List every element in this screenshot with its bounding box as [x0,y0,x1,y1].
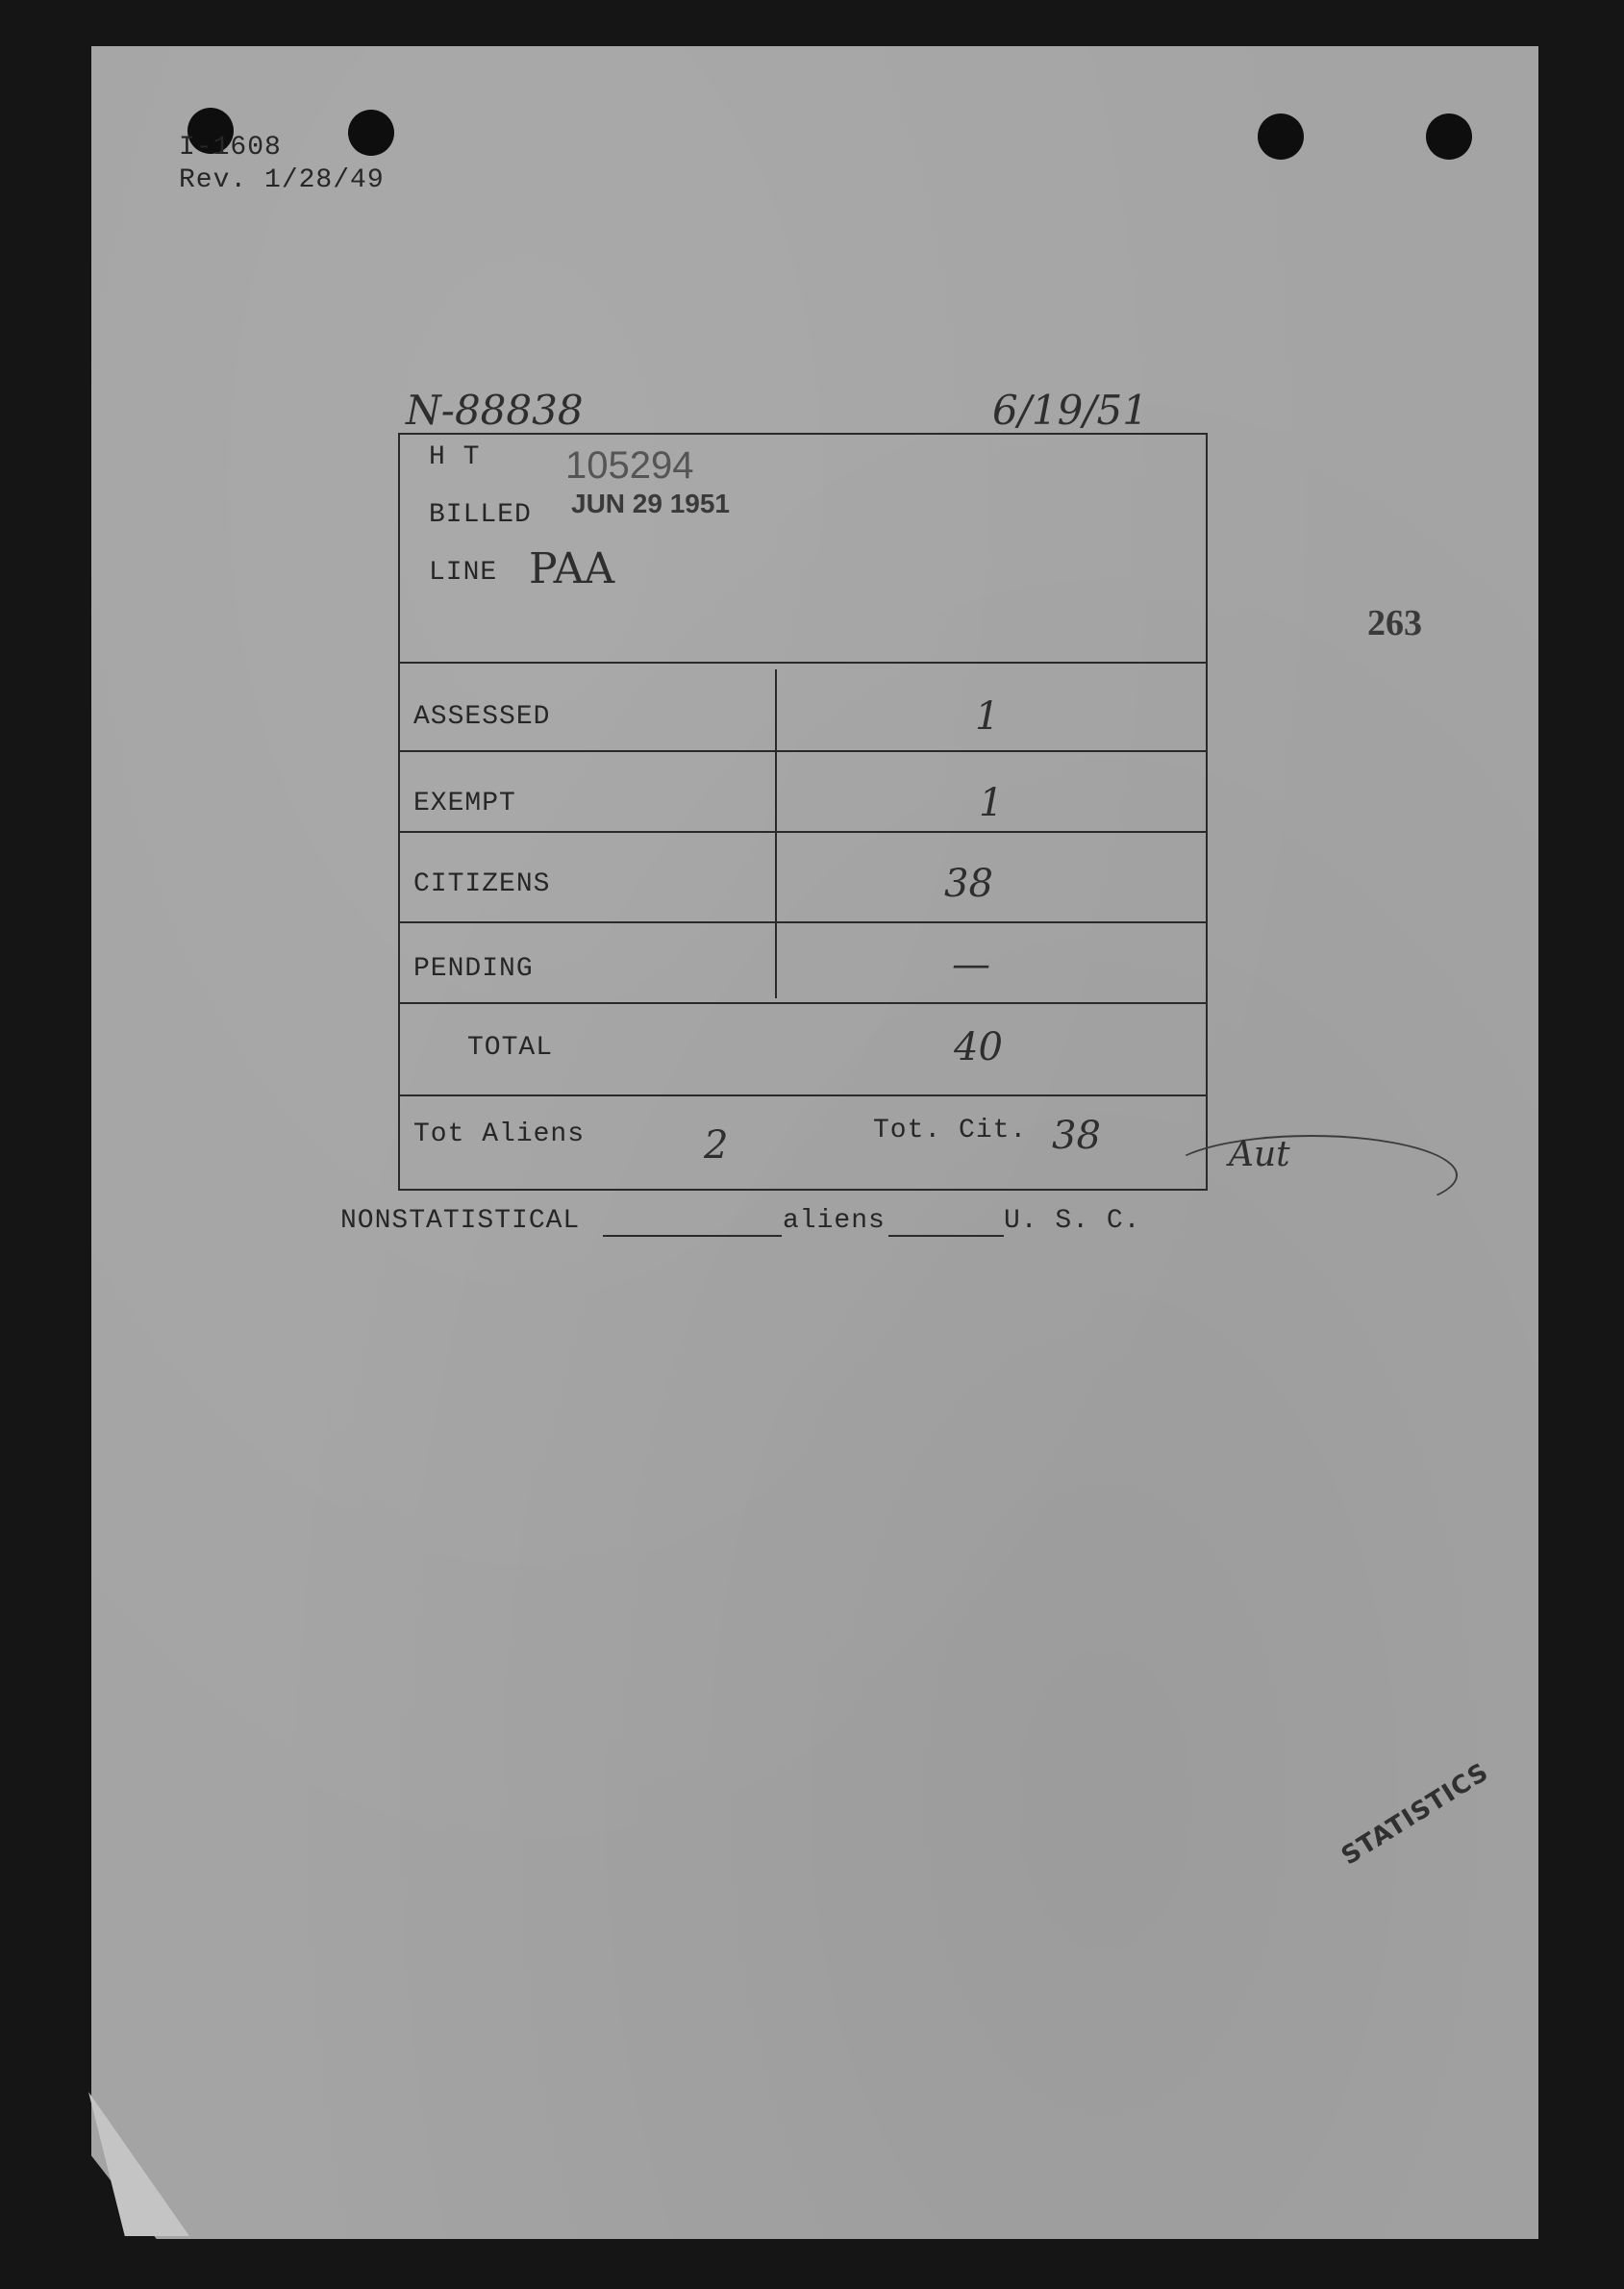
divider [400,1002,1206,1004]
initials-loop [1165,1135,1458,1216]
aliens-label: aliens [783,1206,886,1236]
punch-hole [348,110,394,156]
row-value: 1 [979,781,1004,825]
row-label: CITIZENS [413,869,551,899]
blank-line [888,1235,1004,1237]
punch-hole [1258,113,1304,160]
billed-date-stamp: JUN 29 1951 [571,489,731,518]
initials: Aut [1229,1135,1290,1174]
total-aliens-value: 2 [704,1123,729,1168]
total-citizens-value: 38 [1052,1114,1101,1158]
usc-label: U. S. C. [1004,1206,1141,1236]
line-value: PAA [529,544,615,593]
divider [400,1094,1206,1096]
ht-number: 105294 [565,444,694,487]
divider [400,831,1206,833]
blank-line [603,1235,782,1237]
billed-label: BILLED [429,500,532,530]
total-value: 40 [954,1025,1003,1069]
divider [400,750,1206,752]
row-label: EXEMPT [413,789,516,818]
ht-label: H T [429,442,481,472]
handwritten-date: 6/19/51 [992,387,1148,434]
total-label: TOTAL [467,1033,554,1063]
row-label: ASSESSED [413,702,551,732]
row-value: — [952,943,990,987]
total-aliens-label: Tot Aliens [413,1119,586,1149]
manifest-form [398,433,1208,1191]
divider [400,921,1206,923]
form-number: I-1608 [179,133,282,163]
divider [400,662,1206,664]
page-number: 263 [1367,603,1422,643]
column-divider [775,669,777,998]
line-label: LINE [429,558,498,588]
statistics-stamp: STATISTICS [1337,1757,1494,1872]
row-value: 38 [944,862,993,906]
nonstatistical-label: NONSTATISTICAL [340,1206,581,1236]
form-revision: Rev. 1/28/49 [179,165,385,195]
total-citizens-label: Tot. Cit. [873,1116,1028,1145]
row-label: PENDING [413,954,534,984]
file-number: N-88838 [406,387,584,434]
row-value: 1 [975,694,1000,739]
punch-hole [1426,113,1472,160]
